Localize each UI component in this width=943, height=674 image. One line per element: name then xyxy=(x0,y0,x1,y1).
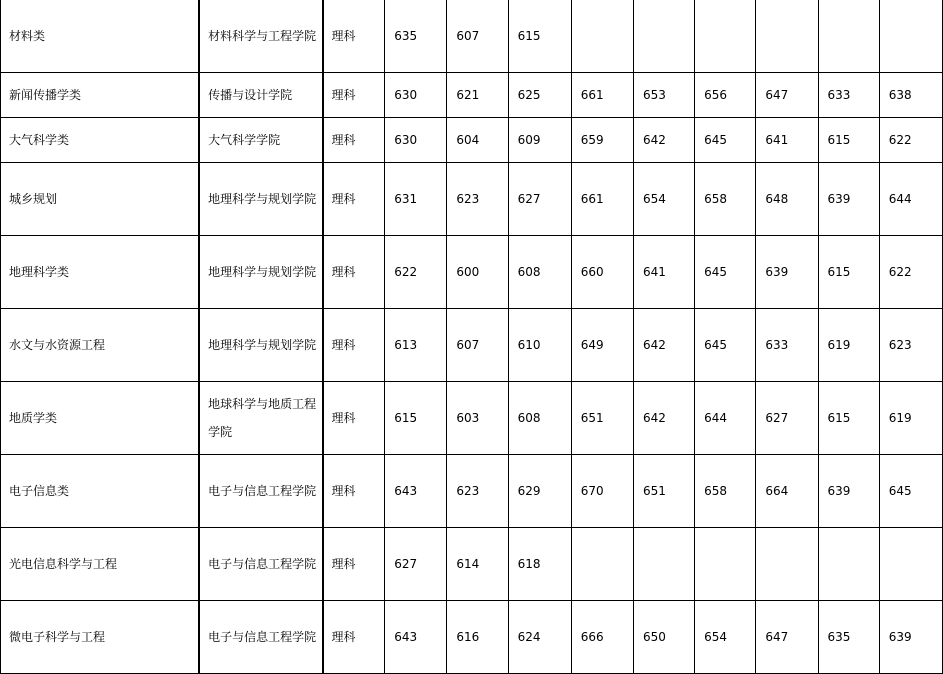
table-row xyxy=(1,118,943,163)
cell-category: 理科 xyxy=(323,118,385,163)
cell-score: 622 xyxy=(879,236,942,309)
cell-score: 623 xyxy=(447,163,508,236)
table-row xyxy=(1,528,943,601)
cell-score: 645 xyxy=(695,309,756,382)
cell-score: 661 xyxy=(571,73,633,118)
cell-score: 641 xyxy=(756,118,818,163)
cell-score: 615 xyxy=(818,118,879,163)
cell-score: 615 xyxy=(818,382,879,455)
cell-score: 614 xyxy=(447,528,508,601)
cell-college: 地球科学与地质工程学院 xyxy=(199,382,322,455)
table-row xyxy=(1,0,943,73)
cell-score: 635 xyxy=(385,0,447,73)
cell-score: 664 xyxy=(756,455,818,528)
cell-score: 622 xyxy=(879,118,942,163)
cell-college: 电子与信息工程学院 xyxy=(199,455,322,528)
cell-college: 材料科学与工程学院 xyxy=(199,0,322,73)
cell-score xyxy=(695,528,756,601)
cell-score: 623 xyxy=(447,455,508,528)
cell-score: 630 xyxy=(385,73,447,118)
cell-category: 理科 xyxy=(323,455,385,528)
cell-score: 610 xyxy=(508,309,571,382)
cell-score: 651 xyxy=(633,455,694,528)
cell-score: 642 xyxy=(633,118,694,163)
cell-score: 600 xyxy=(447,236,508,309)
cell-college: 大气科学学院 xyxy=(199,118,322,163)
cell-score: 642 xyxy=(633,309,694,382)
cell-score: 608 xyxy=(508,236,571,309)
cell-score: 618 xyxy=(508,528,571,601)
cell-score: 643 xyxy=(385,455,447,528)
cell-score: 658 xyxy=(695,455,756,528)
cell-score: 658 xyxy=(695,163,756,236)
cell-score: 660 xyxy=(571,236,633,309)
cell-major: 新闻传播学类 xyxy=(1,73,200,118)
cell-score: 641 xyxy=(633,236,694,309)
cell-major: 城乡规划 xyxy=(1,163,200,236)
cell-score: 627 xyxy=(385,528,447,601)
cell-score xyxy=(633,0,694,73)
cell-college: 地理科学与规划学院 xyxy=(199,163,322,236)
cell-major: 地质学类 xyxy=(1,382,200,455)
cell-score: 656 xyxy=(695,73,756,118)
cell-score: 631 xyxy=(385,163,447,236)
cell-score: 609 xyxy=(508,118,571,163)
cell-score: 615 xyxy=(818,236,879,309)
cell-score: 639 xyxy=(818,455,879,528)
cell-score xyxy=(695,0,756,73)
cell-score: 619 xyxy=(879,382,942,455)
table-row xyxy=(1,163,943,236)
cell-score: 603 xyxy=(447,382,508,455)
cell-score: 666 xyxy=(571,601,633,674)
cell-score xyxy=(818,528,879,601)
cell-score: 670 xyxy=(571,455,633,528)
cell-score: 643 xyxy=(385,601,447,674)
cell-college: 地理科学与规划学院 xyxy=(199,309,322,382)
cell-category: 理科 xyxy=(323,382,385,455)
cell-score: 625 xyxy=(508,73,571,118)
cell-college: 传播与设计学院 xyxy=(199,73,322,118)
cell-score xyxy=(756,0,818,73)
cell-score: 627 xyxy=(508,163,571,236)
cell-score: 661 xyxy=(571,163,633,236)
cell-score: 615 xyxy=(385,382,447,455)
cell-college: 电子与信息工程学院 xyxy=(199,601,322,674)
cell-score: 621 xyxy=(447,73,508,118)
cell-category: 理科 xyxy=(323,601,385,674)
cell-score: 645 xyxy=(879,455,942,528)
table-row xyxy=(1,309,943,382)
table-row xyxy=(1,73,943,118)
cell-score: 630 xyxy=(385,118,447,163)
cell-major: 地理科学类 xyxy=(1,236,200,309)
cell-score: 608 xyxy=(508,382,571,455)
cell-score: 615 xyxy=(508,0,571,73)
cell-score: 613 xyxy=(385,309,447,382)
cell-score: 607 xyxy=(447,0,508,73)
cell-score xyxy=(571,0,633,73)
cell-category: 理科 xyxy=(323,309,385,382)
cell-score: 659 xyxy=(571,118,633,163)
cell-major: 光电信息科学与工程 xyxy=(1,528,200,601)
table-row xyxy=(1,455,943,528)
cell-score xyxy=(756,528,818,601)
cell-score: 635 xyxy=(818,601,879,674)
cell-score: 647 xyxy=(756,73,818,118)
cell-score: 638 xyxy=(879,73,942,118)
cell-category: 理科 xyxy=(323,73,385,118)
cell-score: 639 xyxy=(818,163,879,236)
cell-score: 633 xyxy=(756,309,818,382)
cell-score: 645 xyxy=(695,236,756,309)
cell-score xyxy=(818,0,879,73)
cell-score: 653 xyxy=(633,73,694,118)
cell-category: 理科 xyxy=(323,236,385,309)
cell-score: 607 xyxy=(447,309,508,382)
cell-score: 639 xyxy=(879,601,942,674)
cell-score: 649 xyxy=(571,309,633,382)
cell-category: 理科 xyxy=(323,528,385,601)
cell-score xyxy=(571,528,633,601)
table-body xyxy=(1,0,943,674)
table-row xyxy=(1,236,943,309)
cell-category: 理科 xyxy=(323,0,385,73)
cell-score: 648 xyxy=(756,163,818,236)
cell-score: 647 xyxy=(756,601,818,674)
cell-college: 电子与信息工程学院 xyxy=(199,528,322,601)
cell-score: 627 xyxy=(756,382,818,455)
cell-score: 651 xyxy=(571,382,633,455)
cell-category: 理科 xyxy=(323,163,385,236)
cell-score: 623 xyxy=(879,309,942,382)
cell-score: 624 xyxy=(508,601,571,674)
cell-score: 654 xyxy=(695,601,756,674)
cell-score: 650 xyxy=(633,601,694,674)
cell-major: 水文与水资源工程 xyxy=(1,309,200,382)
cell-score: 633 xyxy=(818,73,879,118)
cell-major: 微电子科学与工程 xyxy=(1,601,200,674)
cell-score: 644 xyxy=(695,382,756,455)
table-row xyxy=(1,601,943,674)
cell-score xyxy=(879,528,942,601)
cell-major: 材料类 xyxy=(1,0,200,73)
table-row xyxy=(1,382,943,455)
cell-score: 644 xyxy=(879,163,942,236)
cell-score: 619 xyxy=(818,309,879,382)
cell-score: 642 xyxy=(633,382,694,455)
cell-score: 639 xyxy=(756,236,818,309)
cell-score: 616 xyxy=(447,601,508,674)
cell-score xyxy=(879,0,942,73)
cell-score: 622 xyxy=(385,236,447,309)
cell-college: 地理科学与规划学院 xyxy=(199,236,322,309)
cell-score: 629 xyxy=(508,455,571,528)
cell-score: 645 xyxy=(695,118,756,163)
cell-major: 电子信息类 xyxy=(1,455,200,528)
cell-major: 大气科学类 xyxy=(1,118,200,163)
cell-score xyxy=(633,528,694,601)
cell-score: 604 xyxy=(447,118,508,163)
cell-score: 654 xyxy=(633,163,694,236)
